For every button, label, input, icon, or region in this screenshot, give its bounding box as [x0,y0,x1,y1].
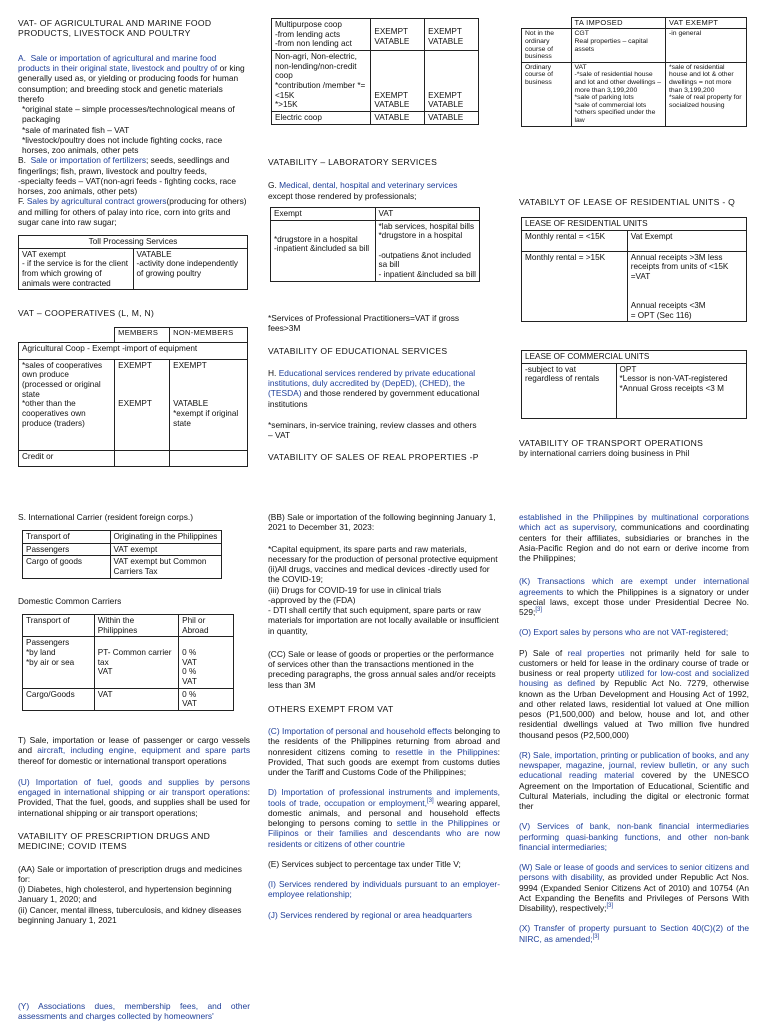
international-carrier-table: Transport of Originating in the Philippines Passengers VAT exempt Cargo of goods VAT exempt but Common Carriers Tax [22,530,222,579]
coop-row-sales: *sales of cooperatives own produce (processed or original state *other than the cooperatives own produce (traders) [19,359,115,450]
item-bb: (BB) Sale or importation of the following beginning January 1, 2021 to December 31, 2023: [268,512,496,533]
item-aa: (AA) Sale or importation of prescription drugs and medicines for: (i) Diabetes, high cholesterol, and hypertension beginning January 1, 2020; and (ii) Cancer, mental illness, tuberculosis, and kidney diseases beginning January 1, 2021 [18,863,242,925]
real-property-table: TA IMPOSED VAT EXEMPT Not in the ordinary course of business CGT Real properties – capital assets -in general Ordinary course of business VAT -*sale of residential house and lot and other dwellings – more than 3,199,200 *sale of parking lots *sale of commercial lots *others specified under the law *sale of residential house and lot & other dwellings = not more than 3,199,200 *sale of real property for socialized housing [521,17,747,127]
section-covid-others [268,512,500,920]
multi-row-nonagri: Non-agri, Non-electric, non-lending/non-credit coop *contribution /member *=<15K *>15K [272,51,371,112]
coop-row-agri: Agricultural Coop - Exempt -import of equipment [19,343,248,359]
item-o: (O) Export sales by persons who are not VAT-registered; [519,627,729,638]
toll-vatable-cell: VATABLE -activity done independently of growing poultry [133,248,248,290]
cooperatives-table [18,327,248,467]
residential-table-title: LEASE OF RESIDENTIAL UNITS [522,218,747,231]
item-a: A. Sale or importation of agricultural and marine food products in their original state, livestock and poultry of or king generally used as, or yielding or producing foods for human consumption; and breeding stock and genetic materials therefo [18,52,245,104]
heading-agri-marine: VAT- OF AGRICULTURAL AND MARINE FOOD PRODUCTS, LIVESTOCK AND POULTRY [18,18,212,39]
section-vessels-fuel [18,735,250,925]
item-p: P) Sale of real properties not primarily held for sale to customers or held for lease in the ordinary course of trade or business or real property utilized for low-cost and socialized housing as defined by Republic Act No. 7279, otherwise known as the Urban Development and Housing Act of 1992, and other related laws, residential lot valued at One million pesos (P1,500,000) and below, house and lot, and other residential dwellings valued at Two million five hundred thousand pesos (P2,500,000) [519,647,750,740]
coop-row-sales-members: EXEMPT EXEMPT [115,359,170,450]
multipurpose-coop-table: Multipurpose coop -from lending acts -from non lending act EXEMPT VATABLE EXEMPT VATABLE Non-agri, Non-electric, non-lending/non-credit coop *contribution /member *=<15K *>15K EXEMPT VATABLE EXEMPT VATABLE Electric coop VATABLE VATABLE [271,18,479,125]
section-education [268,313,483,463]
item-h: H. Educational services rendered by private educational institutions, duly accredited by (DepED), (CHED), the (TESDA) and those rendered by government educational institutions [268,367,480,409]
col-tax-imposed: TA IMPOSED [571,18,666,29]
toll-processing-table [18,235,248,290]
seminar-note: *seminars, in-service training, review classes and others – VAT [268,419,477,441]
transport-subtitle: by international carriers doing business in Phil [519,448,690,459]
heading-prescription-drugs: VATABILITY OF PRESCRIPTION DRUGS AND MEDICINE; COVID ITEMS [18,830,211,852]
item-cc: (CC) Sale or lease of goods or properties or the performance of services other than the transactions mentioned in the preceding paragraphs, the gross annual sales and/or receipts less than 3M [268,648,496,690]
item-a-notes: *original state – simple processes/technological means of packaging *sale of marinated fish – VAT *livestock/poultry does not include fighting cocks, race horses, zoo animals, other pets [22,104,235,156]
item-bb-list: *Capital equipment, its spare parts and raw materials, necessary for the production of personal protective equipment (ii)All drugs, vaccines and medical devices -directly used for the COVID-19; (iii) Drugs for COVID-19 for use in clinical trials -approved by the (FDA) - DTI shall certify that such equipment, spare parts or raw materials for importation are not locally available or insufficient in quantity, [268,543,499,636]
toll-table-title: Toll Processing Services [19,236,248,249]
item-g: G. Medical, dental, hospital and veterinary services except those rendered by professionals; [268,180,458,201]
item-i: (I) Services rendered by individuals pursuant to an employer-employee relationship; [268,879,500,900]
hosp-exempt-cell: *drugstore in a hospital -inpatient &included sa bill [271,220,376,281]
col-non-members: NON-MEMBERS [170,328,248,343]
item-v: (V) Services of bank, non-bank financial intermediaries performing quasi-banking functions, and other non-bank financial intermediaries; [519,821,749,852]
item-j: (J) Services rendered by regional or area headquarters [268,909,472,920]
toll-exempt-cell: VAT exempt - if the service is for the client from which growing of animals were contracted [19,248,134,290]
multi-row-lending: Multipurpose coop -from lending acts -from non lending act [272,19,371,51]
col-exempt: Exempt [271,208,376,221]
heading-transport: VATABILITY OF TRANSPORT OPERATIONS [519,438,704,448]
item-c: (C) Importation of personal and household effects belonging to the residents of the Philippines returning from abroad and nonresident citizens coming to resettle in the Philippines: Provided, That such goods are exempt from customs duties under the Tariff and Customs Code of the Philippines; [268,726,501,778]
item-e: (E) Services subject to percentage tax under Title V; [268,858,461,869]
heading-laboratory: VATABILITY – LABORATORY SERVICES [268,157,438,167]
item-y: (Y) Associations dues, membership fees, and other assessments and charges collected by homeowners' [18,1001,250,1022]
col-vat: VAT [375,208,480,221]
heading-domestic-carriers: Domestic Common Carriers [18,596,122,606]
item-k: (K) Transactions which are exempt under international agreements to which the Philippines is a signatory or under special laws, except those under Presidential Decree No. 529;[3] [519,576,750,617]
heading-real-properties: VATABILITY OF SALES OF REAL PROPERTIES -P [268,452,479,463]
item-b: B. Sale or importation of fertilizers; seeds, seedlings and fingerlings; fish, prawn, livestock and poultry feeds, -specialty feeds – VAT(non-agri feeds - fighting cocks, race horses, zoo animals, other pets) [18,155,237,197]
heading-international-carrier: S. International Carrier (resident foreign corps.) [18,512,194,522]
hosp-vat-cell: *lab services, hospital bills *drugstore in a hospital -outpatiens &not included sa bill - inpatient &included sa bill [375,220,480,281]
col-members: MEMBERS [115,328,170,343]
commercial-lease-table: LEASE OF COMMERCIAL UNITS -subject to vat regardless of rentals OPT *Lessor is non-VAT-registered *Annual Gross receipts <3 M [521,350,747,419]
item-w: (W) Sale or lease of goods and services to senior citizens and persons with disability, as provided under Republic Act Nos. 9994 (Expanded Senior Citizens Act of 2010) and 10754 (An Act Expanding the Benefits and Privileges of Persons With Disability), respectively;[3] [519,862,749,913]
commercial-table-title: LEASE OF COMMERCIAL UNITS [522,351,747,364]
item-t: T) Sale, importation or lease of passenger or cargo vessels and aircraft, including engine, equipment and spare parts thereof for domestic or international transport operations [18,735,251,766]
item-x: (X) Transfer of property pursuant to Section 40(C)(2) of the NIRC, as amended;[3] [519,923,749,944]
heading-education: VATABILITY OF EDUCATIONAL SERVICES [268,345,448,356]
hospital-services-table [270,207,480,282]
heading-lease-residential: VATABILYT OF LEASE OF RESIDENTIAL UNITS - Q [519,197,736,207]
col-vat-exempt: VAT EXEMPT [666,18,747,29]
coop-row-sales-nonmembers: EXEMPT VATABLE *exempt if original state [170,359,248,450]
section-other-exemptions [519,512,749,944]
heading-cooperatives: VAT – COOPERATIVES (L, M, N) [18,308,155,318]
coop-row-credit: Credit or [19,450,115,466]
multi-row-electric: Electric coop [272,112,371,125]
section-transport [519,438,749,459]
professional-note: *Services of Professional Practitioners=VAT if gross fees>3M [268,313,460,334]
residential-lease-table: LEASE OF RESIDENTIAL UNITS Monthly rental = <15K Vat Exempt Monthly rental = >15K Annual receipts >3M less receipts from units of <15K =VAT Annual receipts <3M = OPT (Sec 116) [521,217,747,322]
section-agri-marine [18,18,250,227]
item-u: (U) Importation of fuel, goods and supplies by persons engaged in international shipping or air transport operations: Provided, That the fuel, goods, and supplies shall be used for international shipping or air transport operations; [18,776,250,818]
heading-others-exempt: OTHERS EXEMPT FROM VAT [268,703,394,714]
item-r: (R) Sale, importation, printing or publication of books, and any newspaper, magazine, journal, review bulletin, or any such educational reading material covered by the UNESCO Agreement on the Importation of Educational, Scientific and Cultural Materials, including the digital or electronic format ther [519,749,749,811]
section-laboratory [268,157,483,201]
item-f: F. Sales by agricultural contract growers(producing for others) and milling for others of palay into rice, corn into grits and sugar cane into raw sugar; [18,196,247,227]
item-d: D) Importation of professional instruments and implements, tools of trade, occupation or employment,[3] wearing apparel, domestic animals, and personal and household effects belonging to persons coming to settle in the Philippines or Filipinos or their families and descendants who are now residents or citizens of other countrie [268,787,501,849]
item-j-continued: established in the Philippines by multinational corporations which act as supervisory, communications and coordinating centers for their affiliates, subsidiaries or branches in the Asia-Pacific Region and do not earn or derive income from the Philippines; [519,512,749,563]
domestic-carrier-table: Transport of Within the Philippines Phil or Abroad Passengers *by land *by air or sea PT- Common carrier tax VAT 0 % VAT 0 % VAT Cargo/Goods VAT 0 % VAT [22,614,234,711]
